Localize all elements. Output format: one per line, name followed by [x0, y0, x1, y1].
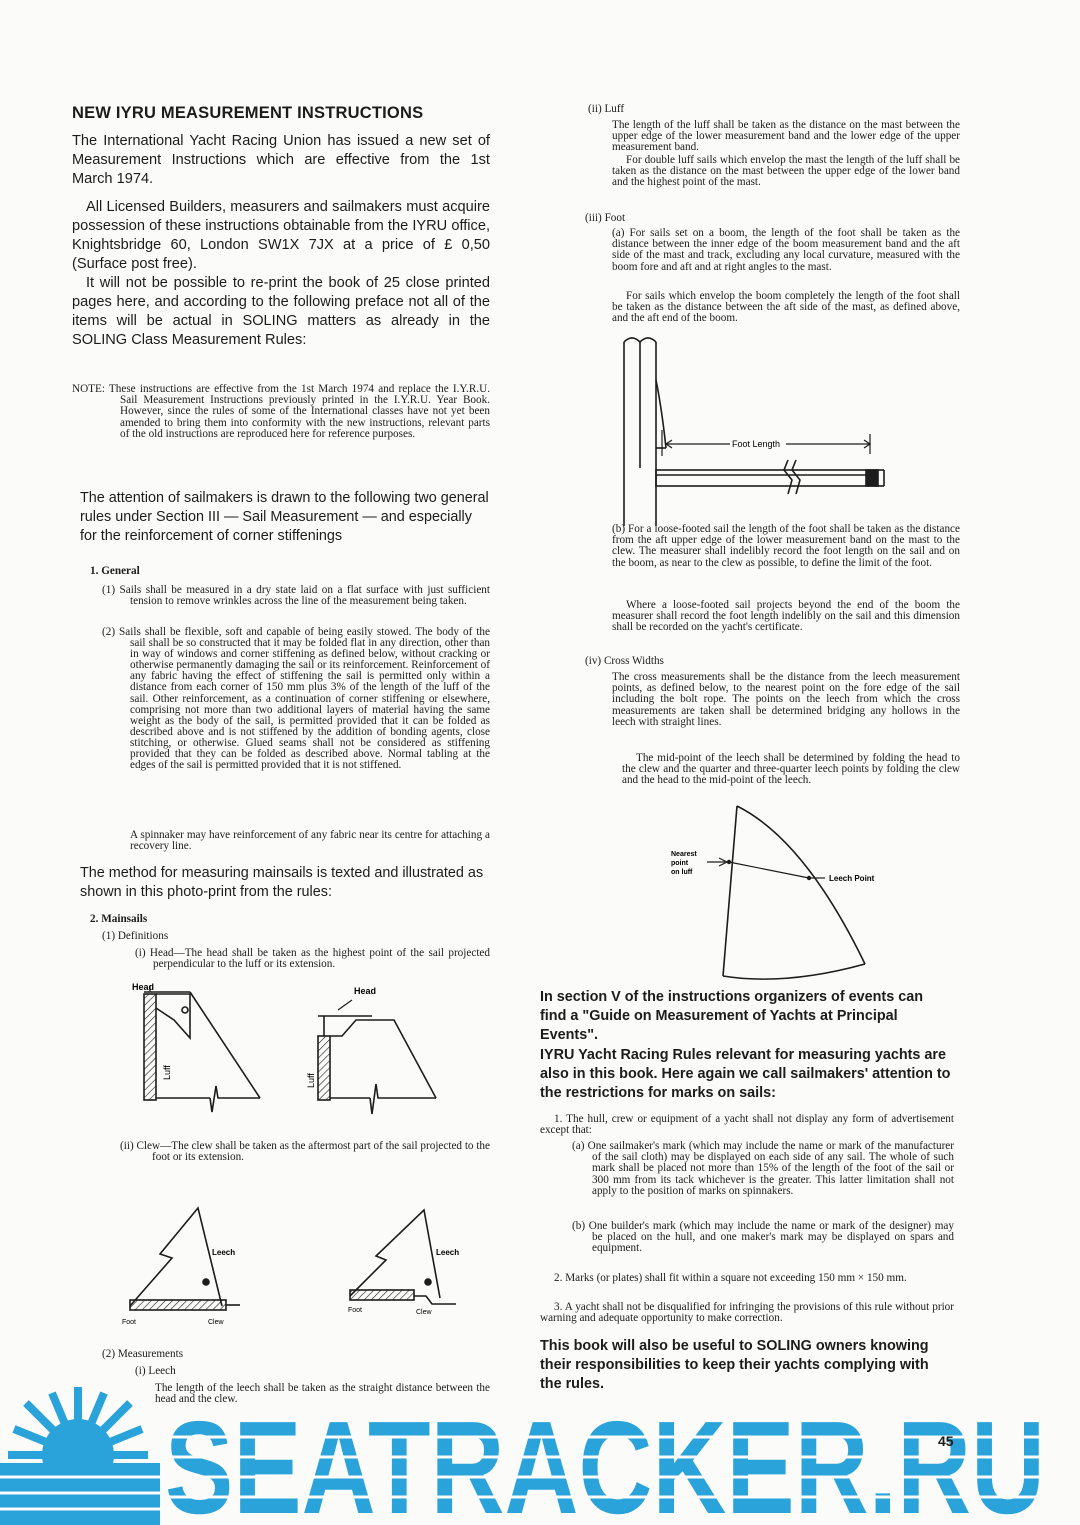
note-paragraph: NOTE: These instructions are effective from the 1st March 1974 and replace the I.Y.R.U. Sail Measurement Instructions previously printed in the I.Y.R.U. Year Book. However, since the rules of some of the International classes have not yet been amended to bring them into conformity with the new instructions, relevant parts of the old instructions are reproduced here for reference purposes. [72, 383, 490, 440]
foot-label-1: Foot [122, 1319, 137, 1326]
foot-text-a2: For sails which envelop the boom completely the length of the foot shall be taken as the distance between the aft side of the mast, as defined above, and the aft end of the boom. [612, 290, 960, 325]
rule-2: 2. Marks (or plates) shall fit within a square not exceeding 150 mm × 150 mm. [554, 1272, 907, 1284]
intro-paragraph-3: It will not be possible to re-print the book of 25 close printed pages here, and according to the following preface not all of the items will be actual in SOLING matters as already in the SOLING Class Measurement Rules: [72, 275, 490, 348]
measurements-heading: (2) Measurements [102, 1348, 184, 1360]
rule-1: 1. The hull, crew or equipment of a yacht shall not display any form of advertisement except that: [540, 1113, 954, 1137]
clew-label-1: Clew [208, 1319, 224, 1326]
point-label: point [671, 860, 689, 867]
closing-paragraph: This book will also be useful to SOLING owners knowing their responsibilities to keep their yachts complying with the rules. [540, 1338, 929, 1392]
luff-label-2: Luff [306, 1073, 316, 1088]
leech-label-1: Leech [212, 1248, 236, 1257]
foot-heading: (iii) Foot [585, 212, 626, 224]
clew-diagram [110, 1200, 490, 1330]
on-luff-label: on luff [671, 869, 693, 876]
foot-text-a: (a) For sails set on a boom, the length of the foot shall be taken as the distance between the inner edge of the boom measurement band and the aft side of the mast and track, excluding any local curvature, measured with the boom fore and aft and at right angles to the mast. [612, 227, 960, 273]
luff-label-1: Luff [162, 1065, 172, 1080]
rule-1b: (b) One builder's mark (which may include the name or mark of the designer) may be placed on the hull, and one maker's mark may be displayed on spars and equipment. [572, 1220, 954, 1255]
cross-widths-text-2: The mid-point of the leech shall be determined by folding the head to the clew and the quarter and three-quarter leech points by folding the clew and the head to the mid-point of the leech. [622, 752, 960, 787]
head-definition: (i) Head—The head shall be taken as the highest point of the sail projected perpendicular to the luff or its extension. [135, 947, 490, 971]
intro-paragraph-1: The International Yacht Racing Union has issued a new set of Measurement Instructions which are effective from the 1st March 1974. [72, 133, 490, 187]
head-diagram [120, 980, 470, 1120]
foot-label-2: Foot [348, 1307, 363, 1314]
rule-1a: (a) One sailmaker's mark (which may include the name or mark of the manufacturer of the sail cloth) may be displayed on each side of any sail. The whole of such mark shall be placed not more than 15% of the length of the foot of the sail or 300 mm from its tack whichever is the greater. This latter limitation shall not apply to the position of marks on spinnakers. [572, 1140, 954, 1197]
foot-length-label: Foot Length [732, 439, 781, 449]
foot-length-diagram [610, 330, 910, 530]
nearest-label: Nearest [671, 851, 697, 858]
foot-text-b2: Where a loose-footed sail projects beyond the end of the boom the measurer shall record the foot length indelibly on the sail and this dimension shall be recorded on the yacht's certificate. [612, 599, 960, 634]
attention-paragraph: The attention of sailmakers is drawn to the following two general rules under Section III — Sail Measurement — and especially for the reinforcement of corner stiffenings [80, 490, 489, 544]
clew-label-2: Clew [416, 1309, 432, 1316]
leech-heading: (i) Leech [135, 1365, 176, 1377]
head-label-1: Head [132, 982, 155, 992]
leech-point-label: Leech Point [829, 874, 875, 883]
page-title: NEW IYRU MEASUREMENT INSTRUCTIONS [72, 104, 424, 122]
watermark-text: SEATRACKER.RU [165, 1394, 1045, 1525]
luff-text-1: The length of the luff shall be taken as the distance on the mast between the upper edge of the lower measurement band and the lower edge of the upper measurement band. [612, 119, 960, 154]
mainsails-heading: 2. Mainsails [90, 913, 148, 925]
definitions-heading: (1) Definitions [102, 930, 169, 942]
method-paragraph: The method for measuring mainsails is texted and illustrated as shown in this photo-print from the rules: [80, 865, 484, 900]
head-label-2: Head [354, 986, 377, 996]
clew-definition: (ii) Clew—The clew shall be taken as the aftermost part of the sail projected to the foot or its extension. [120, 1140, 490, 1164]
seatracker-watermark [0, 1382, 1080, 1525]
general-rule-3: A spinnaker may have reinforcement of any fabric near its centre for attaching a recovery line. [130, 829, 490, 853]
foot-text-b: (b) For a loose-footed sail the length of the foot shall be taken as the distance from the aft upper edge of the lower measurement band on the mast to the clew. The measurer shall indelibly record the foot length on the sail and on the boom, as near to the clew as possible, to define the limit of the foot. [612, 523, 960, 569]
cross-widths-text-1: The cross measurements shall be the distance from the leech measurement points, as defined below, to the nearest point on the fore edge of the sail including the bolt rope. The points on the leech from which the cross measurements are taken shall be determined bridging any hollows in the leech with straight lines. [612, 671, 960, 728]
general-rule-1: (1) Sails shall be measured in a dry state laid on a flat surface with just sufficient tension to remove wrinkles across the line of the measurement being taken. [102, 584, 490, 608]
general-heading: 1. General [90, 565, 140, 577]
intro-paragraph-2: All Licensed Builders, measurers and sailmakers must acquire possession of these instructions obtainable from the IYRU office, Knightsbridge 60, London SW1X 7JX at a price of £ 0,50 (Surface post free). [72, 199, 490, 272]
luff-text-2: For double luff sails which envelop the mast the length of the luff shall be taken as the distance on the mast between the upper edge of the lower band and the highest point of the mast. [612, 154, 960, 189]
section-v-paragraph: In section V of the instructions organizers of events can find a "Guide on Measurement of Yachts at Principal Events". [540, 989, 924, 1043]
leech-point-diagram [665, 800, 925, 990]
general-rule-2: (2) Sails shall be flexible, soft and capable of being easily stowed. The body of the sail shall be so constructed that it may be folded flat in any direction, other than in way of windows and corner stiffening as defined below, without cracking or otherwise permanently damaging the sail or its reinforcement. Reinforcement of any fabric having the effect of stiffening the sail is permitted only within a distance from each corner of 150 mm plus 3% of the length of the luff of the sail. Other reinforcement, as a continuation of corner stiffening or elsewhere, comprising not more than two additional layers of material having the same weight as the body of the sail, is permitted provided that it can be folded as described above and is not stiffened by the addition of bonding agents, close stitching, or otherwise. Glued seams shall not be considered as stiffening provided that they can be folded as described above. Normal tabling at the edges of the sail is permitted provided that it is not stiffened. [102, 626, 490, 772]
cross-widths-heading: (iv) Cross Widths [585, 655, 664, 667]
rule-3: 3. A yacht shall not be disqualified for infringing the provisions of this rule without prior warning and adequate opportunity to make correction. [540, 1301, 954, 1325]
page-number: 45 [938, 1433, 954, 1449]
luff-heading: (ii) Luff [588, 103, 625, 115]
iyru-rules-paragraph: IYRU Yacht Racing Rules relevant for measuring yachts are also in this book. Here again we call sailmakers' attention to the restrictions for marks on sails: [540, 1047, 951, 1101]
leech-text: The length of the leech shall be taken as the straight distance between the head and the clew. [155, 1382, 490, 1406]
leech-label-2: Leech [436, 1248, 460, 1257]
